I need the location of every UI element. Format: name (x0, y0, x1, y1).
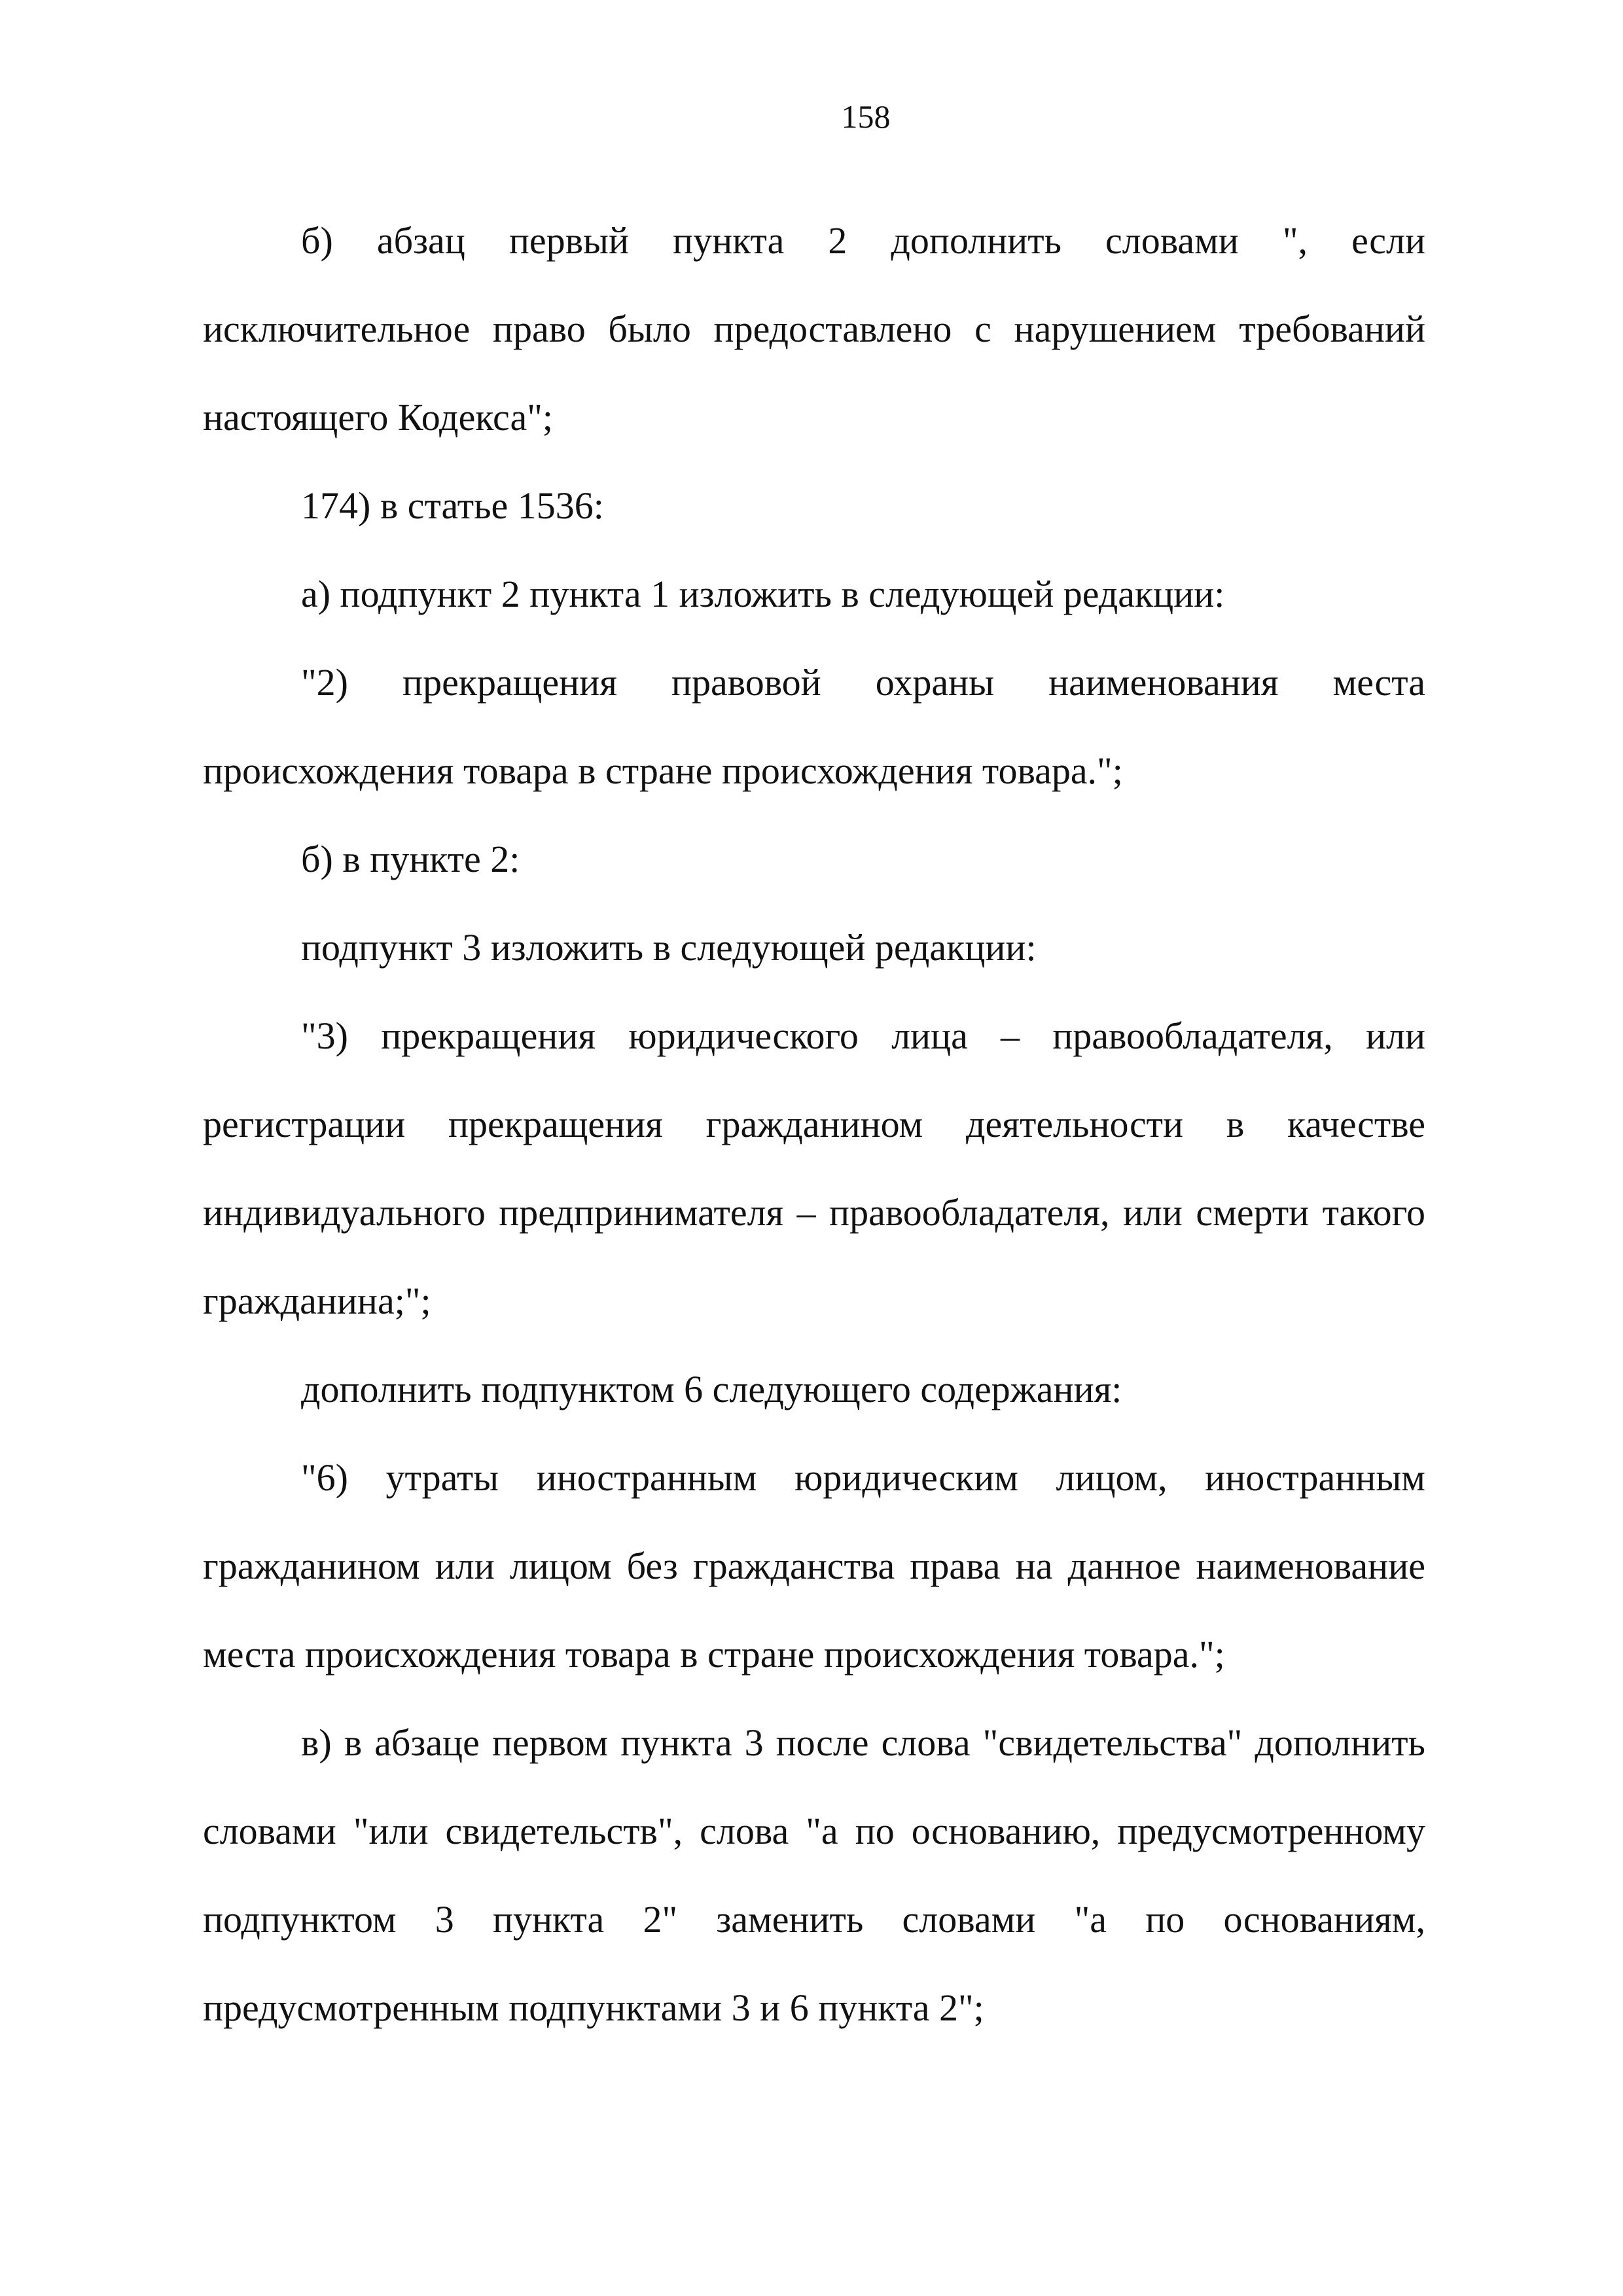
paragraph-174-statya-1536: 174) в статье 1536: (301, 484, 604, 527)
paragraph-b-abzac-pervyi: б) абзац первый пункта 2 дополнить словами ", если исключительное право было предоставлено с нарушением требований настоящего Кодекса"; (203, 219, 1425, 439)
paragraph-quote-2: "2) прекращения правовой охраны наименования места происхождения товара в стране происхождения товара."; (203, 661, 1425, 792)
paragraph-podpunkt-3: подпункт 3 изложить в следующей редакции: (301, 926, 1037, 969)
paragraph-a-podpunkt-2: а) подпункт 2 пункта 1 изложить в следующей редакции: (301, 573, 1225, 615)
paragraph-quote-3: "3) прекращения юридического лица – правообладателя, или регистрации прекращения гражданином деятельности в качестве индивидуального предпринимателя – правообладателя, или смерти такого гражданина;"; (203, 1014, 1425, 1322)
paragraph-quote-6: "6) утраты иностранным юридическим лицом, иностранным гражданином или лицом без гражданства права на данное наименование места происхождения товара в стране происхождения товара."; (203, 1456, 1425, 1676)
document-body (203, 196, 1425, 2052)
paragraph-dopolnit-podpunktom-6: дополнить подпунктом 6 следующего содержания: (301, 1368, 1122, 1410)
page-number: 158 (841, 98, 891, 135)
paragraph-v-abzace-pervom: в) в абзаце первом пункта 3 после слова "свидетельства" дополнить словами "или свидетельств", слова "а по основанию, предусмотренному подпунктом 3 пункта 2" заменить словами "а по основаниям, предусмотренным подпунктами 3 и 6 пункта 2"; (203, 1721, 1425, 2029)
paragraph-b-v-punkte-2: б) в пункте 2: (301, 838, 520, 880)
